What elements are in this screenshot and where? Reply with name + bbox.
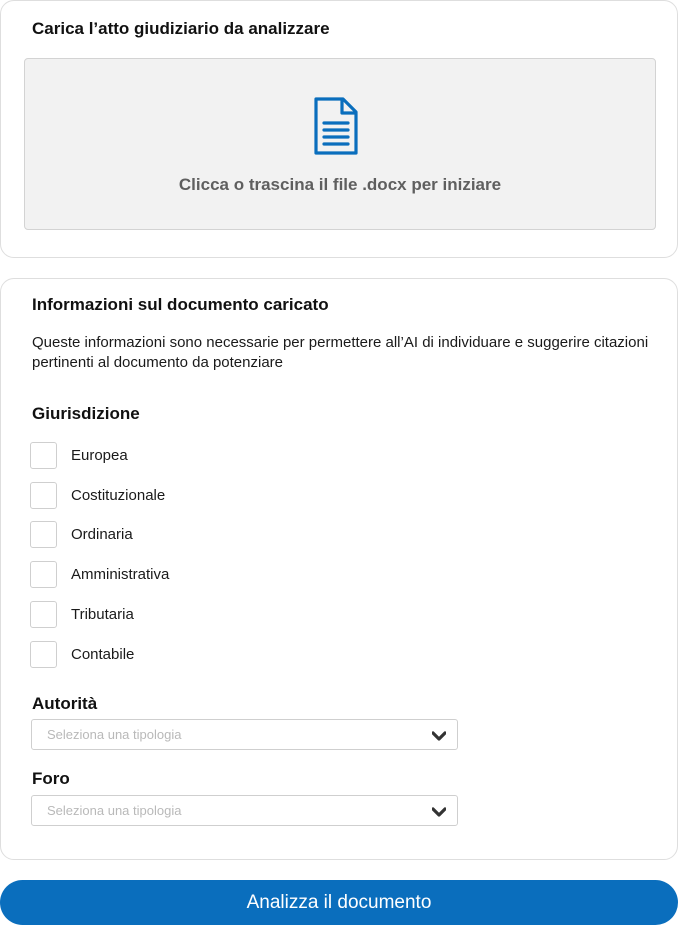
upload-title: Carica l’atto giudiziario da analizzare bbox=[32, 19, 330, 38]
checkbox-box[interactable] bbox=[30, 442, 57, 469]
checkbox-amministrativa[interactable] bbox=[30, 560, 169, 588]
dropzone-text: Clicca o trascina il file .docx per iniziare bbox=[178, 175, 502, 194]
autorita-placeholder: Seleziona una tipologia bbox=[47, 727, 182, 742]
document-icon bbox=[313, 96, 359, 156]
foro-placeholder: Seleziona una tipologia bbox=[47, 803, 182, 818]
analyze-document-button[interactable]: Analizza il documento bbox=[0, 880, 678, 925]
checkbox-label: Costituzionale bbox=[71, 486, 166, 504]
checkbox-label: Tributaria bbox=[71, 605, 134, 623]
autorita-select[interactable] bbox=[31, 719, 458, 750]
checkbox-ordinaria[interactable] bbox=[30, 520, 133, 548]
foro-select[interactable] bbox=[31, 795, 458, 826]
checkbox-label: Contabile bbox=[71, 645, 135, 663]
checkbox-contabile[interactable] bbox=[30, 640, 134, 668]
upload-card bbox=[0, 0, 678, 258]
checkbox-label: Amministrativa bbox=[71, 565, 170, 583]
chevron-down-icon bbox=[432, 806, 446, 818]
giurisdizione-label: Giurisdizione bbox=[32, 404, 140, 423]
info-title: Informazioni sul documento caricato bbox=[32, 295, 329, 314]
document-info-card bbox=[0, 278, 678, 860]
checkbox-box[interactable] bbox=[30, 641, 57, 668]
checkbox-tributaria[interactable] bbox=[30, 600, 134, 628]
checkbox-europea[interactable] bbox=[30, 441, 128, 469]
autorita-label: Autorità bbox=[32, 694, 98, 713]
chevron-down-icon bbox=[432, 730, 446, 742]
checkbox-box[interactable] bbox=[30, 561, 57, 588]
foro-label: Foro bbox=[32, 769, 70, 788]
checkbox-box[interactable] bbox=[30, 482, 57, 509]
checkbox-box[interactable] bbox=[30, 521, 57, 548]
checkbox-label: Europea bbox=[71, 446, 128, 464]
checkbox-box[interactable] bbox=[30, 601, 57, 628]
file-dropzone[interactable] bbox=[24, 58, 656, 230]
checkbox-costituzionale[interactable] bbox=[30, 481, 165, 509]
checkbox-label: Ordinaria bbox=[71, 525, 133, 543]
info-description: Queste informazioni sono necessarie per permettere all’AI di individuare e suggerire citazioni pertinenti al documento da potenziare bbox=[32, 334, 649, 371]
